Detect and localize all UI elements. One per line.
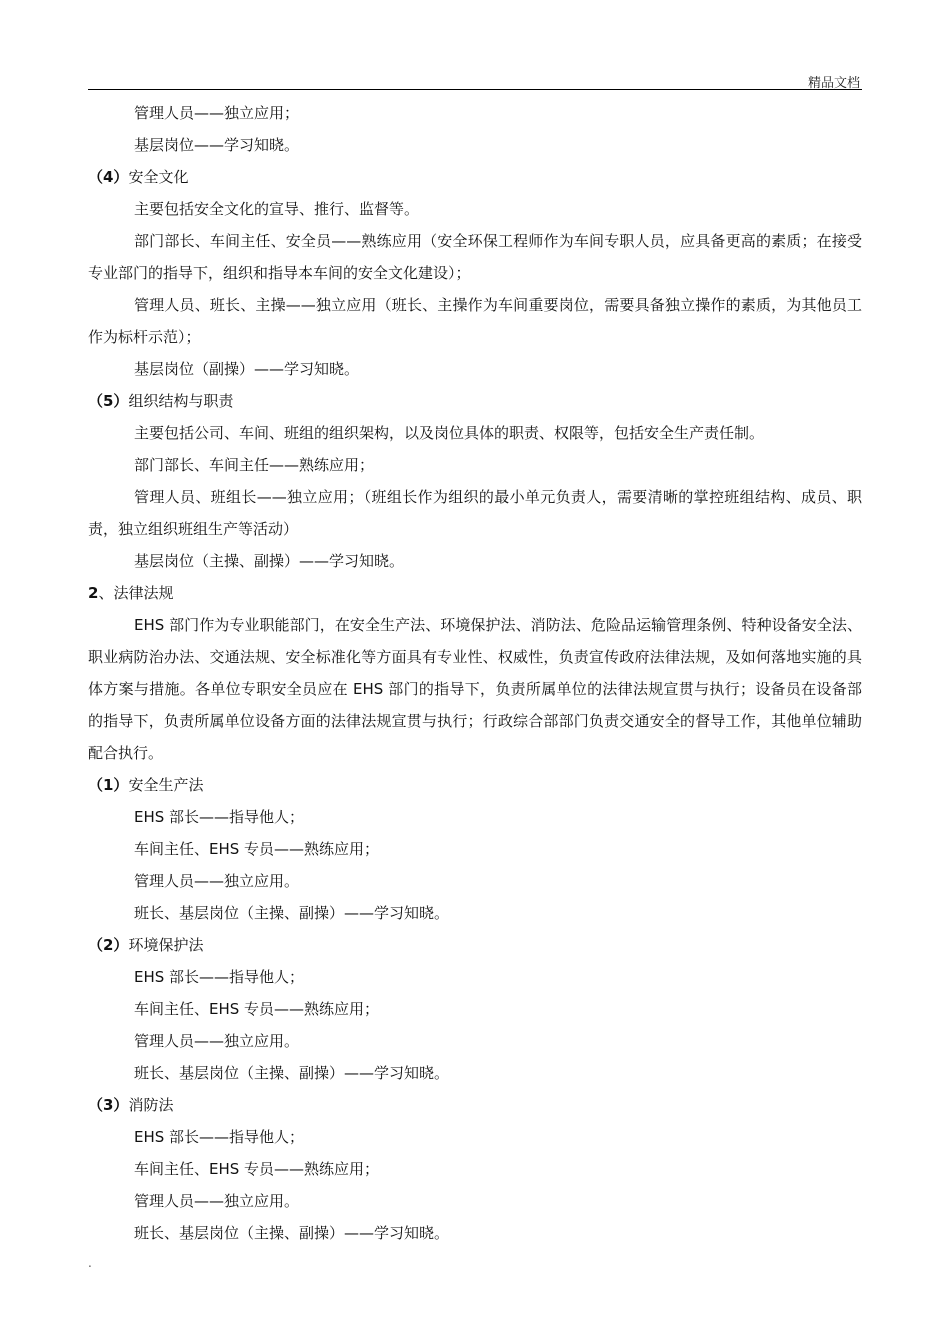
section-number: 2 xyxy=(88,584,99,602)
paragraph-line xyxy=(88,1121,862,1153)
paragraph-line xyxy=(88,609,862,769)
paragraph-line xyxy=(88,193,862,225)
line-text: EHS 部长——指导他人； xyxy=(134,968,305,986)
paragraph-line xyxy=(88,833,862,865)
line-text: 车间主任、EHS 专员——熟练应用； xyxy=(134,1160,380,1178)
line-text: 环境保护法 xyxy=(128,936,204,954)
paragraph-line xyxy=(88,129,862,161)
section-number: （4） xyxy=(88,168,129,186)
line-text: 基层岗位（主操、副操）——学习知晓。 xyxy=(134,552,405,570)
document-body xyxy=(88,97,862,1249)
line-text: 班长、基层岗位（主操、副操）——学习知晓。 xyxy=(134,904,450,922)
paragraph-line xyxy=(88,481,862,545)
line-text: 管理人员、班长、主操——独立应用（班长、主操作为车间重要岗位，需要具备独立操作的素质，为其他员工作为标杆示范）； xyxy=(88,296,862,346)
header-label: 精品文档 xyxy=(807,76,860,91)
paragraph-line xyxy=(88,1217,862,1249)
section-number: （2） xyxy=(88,936,129,954)
paragraph-line xyxy=(88,1057,862,1089)
paragraph-line xyxy=(88,97,862,129)
line-text: 、法律法规 xyxy=(98,584,174,602)
paragraph-line xyxy=(88,1185,862,1217)
paragraph-line xyxy=(88,353,862,385)
section-heading xyxy=(88,929,862,961)
section-heading xyxy=(88,769,862,801)
section-heading xyxy=(88,161,862,193)
paragraph-line xyxy=(88,993,862,1025)
line-text: 车间主任、EHS 专员——熟练应用； xyxy=(134,840,380,858)
paragraph-line xyxy=(88,897,862,929)
line-text: 管理人员、班组长——独立应用；（班组长作为组织的最小单元负责人，需要清晰的掌控班组结构、成员、职责，独立组织班组生产等活动） xyxy=(88,488,862,538)
line-text: EHS 部长——指导他人； xyxy=(134,1128,305,1146)
line-text: 基层岗位（副操）——学习知晓。 xyxy=(134,360,360,378)
section-heading xyxy=(88,1089,862,1121)
line-text: 基层岗位——学习知晓。 xyxy=(134,136,300,154)
line-text: 主要包括安全文化的宣导、推行、监督等。 xyxy=(134,200,420,218)
line-text: 管理人员——独立应用。 xyxy=(134,872,300,890)
paragraph-line xyxy=(88,1153,862,1185)
section-heading xyxy=(88,385,862,417)
section-number: （3） xyxy=(88,1096,129,1114)
section-number: （5） xyxy=(88,392,129,410)
line-text: 管理人员——独立应用； xyxy=(134,104,300,122)
paragraph-line xyxy=(88,801,862,833)
header-divider xyxy=(88,89,862,90)
section-number: （1） xyxy=(88,776,129,794)
line-text: 部门部长、车间主任——熟练应用； xyxy=(134,456,375,474)
paragraph-line xyxy=(88,225,862,289)
line-text: 管理人员——独立应用。 xyxy=(134,1192,300,1210)
section-heading xyxy=(88,577,862,609)
line-text: 班长、基层岗位（主操、副操）——学习知晓。 xyxy=(134,1224,450,1242)
paragraph-line xyxy=(88,289,862,353)
line-text: 消防法 xyxy=(128,1096,174,1114)
line-text: 主要包括公司、车间、班组的组织架构，以及岗位具体的职责、权限等，包括安全生产责任制。 xyxy=(134,424,765,442)
paragraph-line xyxy=(88,1025,862,1057)
line-text: EHS 部长——指导他人； xyxy=(134,808,305,826)
line-text: 部门部长、车间主任、安全员——熟练应用（安全环保工程师作为车间专职人员，应具备更高的素质；在接受专业部门的指导下，组织和指导本车间的安全文化建设）； xyxy=(88,232,862,282)
paragraph-line xyxy=(88,961,862,993)
paragraph-line xyxy=(88,449,862,481)
footer-mark: . xyxy=(88,1256,92,1270)
line-text: EHS 部门作为专业职能部门，在安全生产法、环境保护法、消防法、危险品运输管理条例、特种设备安全法、职业病防治办法、交通法规、安全标准化等方面具有专业性、权威性，负责宣传政府法律法规，及如何落地实施的具体方案与措施。各单位专职安全员应在 EHS 部门的指导下，负责所属单位的法律法规宣贯与执行；设备员在设备部的指导下，负责所属单位设备方面的法律法规宣贯与执行；行政综合部部门负责交通安全的督导工作，其他单位辅助配合执行。 xyxy=(88,616,862,762)
line-text: 组织结构与职责 xyxy=(128,392,234,410)
paragraph-line xyxy=(88,545,862,577)
line-text: 安全文化 xyxy=(128,168,189,186)
paragraph-line xyxy=(88,417,862,449)
paragraph-line xyxy=(88,865,862,897)
line-text: 安全生产法 xyxy=(128,776,204,794)
line-text: 班长、基层岗位（主操、副操）——学习知晓。 xyxy=(134,1064,450,1082)
line-text: 车间主任、EHS 专员——熟练应用； xyxy=(134,1000,380,1018)
line-text: 管理人员——独立应用。 xyxy=(134,1032,300,1050)
